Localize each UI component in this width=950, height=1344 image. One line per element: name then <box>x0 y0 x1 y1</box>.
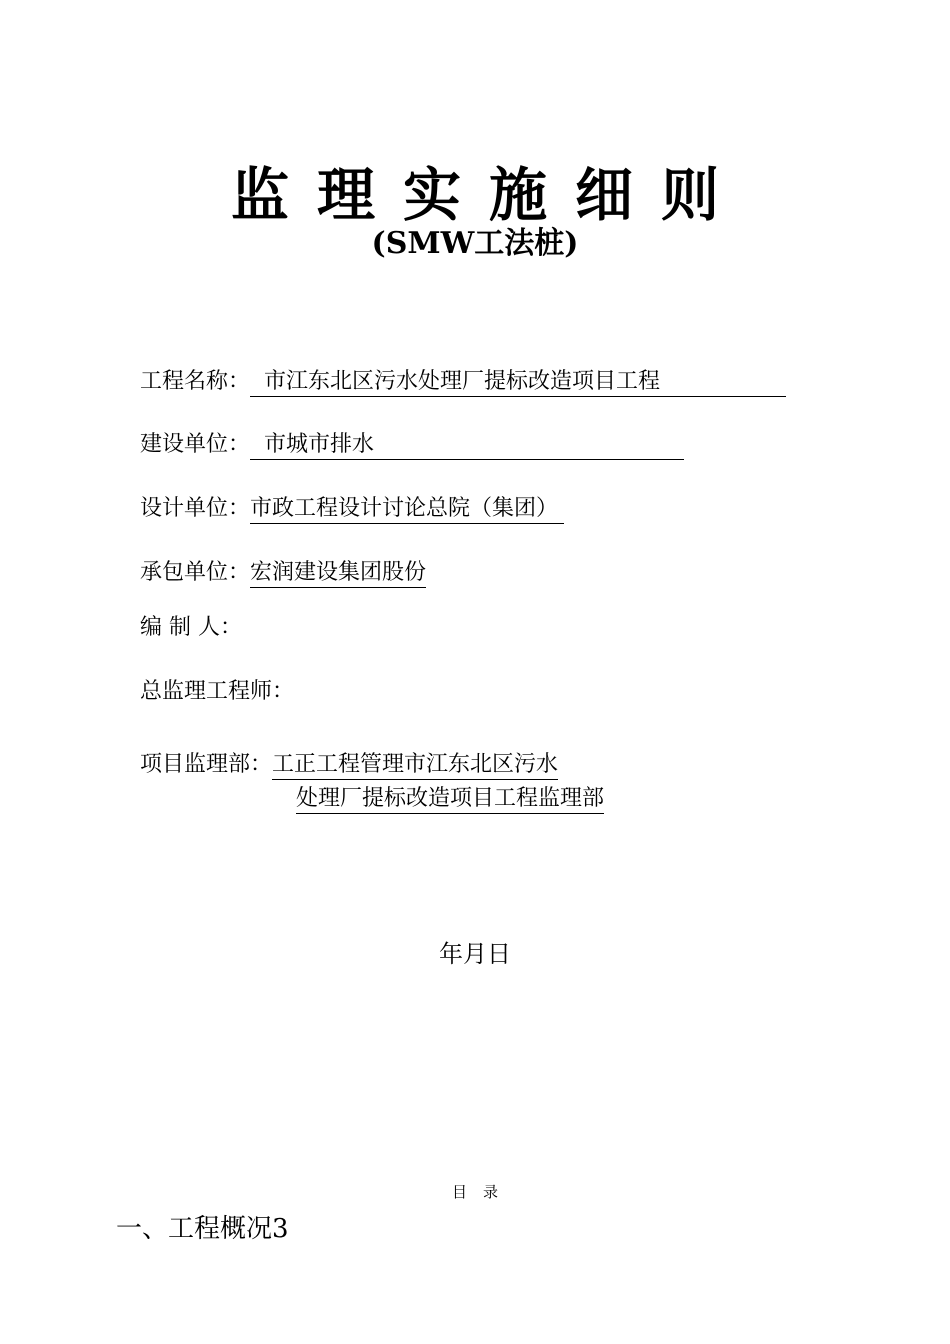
field-compiler <box>140 613 242 643</box>
field-supervision-dept-label: 项目监理部： <box>140 752 273 777</box>
field-chief-supervisor-label: 总监理工程师： <box>140 679 295 704</box>
field-supervision-dept-value-line2: 处理厂提标改造项目工程监理部 <box>296 786 604 814</box>
field-builder-value: 市城市排水 <box>250 432 684 460</box>
field-compiler-label: 编 制 人： <box>140 615 242 640</box>
field-chief-supervisor <box>140 677 294 707</box>
field-project-value: 市江东北区污水处理厂提标改造项目工程 <box>250 369 786 397</box>
field-designer-label: 设计单位： <box>140 496 251 521</box>
field-designer-value: 市政工程设计讨论总院（集团） <box>250 496 564 524</box>
toc-item-label: 一、工程概况 <box>116 1214 273 1244</box>
field-designer <box>140 494 564 524</box>
toc-item-page: 3 <box>272 1214 289 1244</box>
field-supervision-dept-continuation <box>296 784 604 814</box>
field-project <box>140 367 786 397</box>
field-project-label: 工程名称： <box>140 369 251 394</box>
field-builder <box>140 430 684 460</box>
field-contractor-value: 宏润建设集团股份 <box>250 560 426 588</box>
toc-title: 目录 <box>451 1183 514 1201</box>
field-builder-label: 建设单位： <box>140 432 251 457</box>
field-supervision-dept-value-line1: 工正工程管理市江东北区污水 <box>272 752 558 780</box>
document-subtitle: (SMW工法桩) <box>371 226 579 261</box>
field-contractor-label: 承包单位： <box>140 560 251 585</box>
document-title: 监理实施细则 <box>230 161 747 229</box>
field-supervision-dept <box>140 750 558 780</box>
field-contractor <box>140 558 426 588</box>
document-date: 年月日 <box>439 940 511 968</box>
toc-item[interactable] <box>116 1211 289 1247</box>
